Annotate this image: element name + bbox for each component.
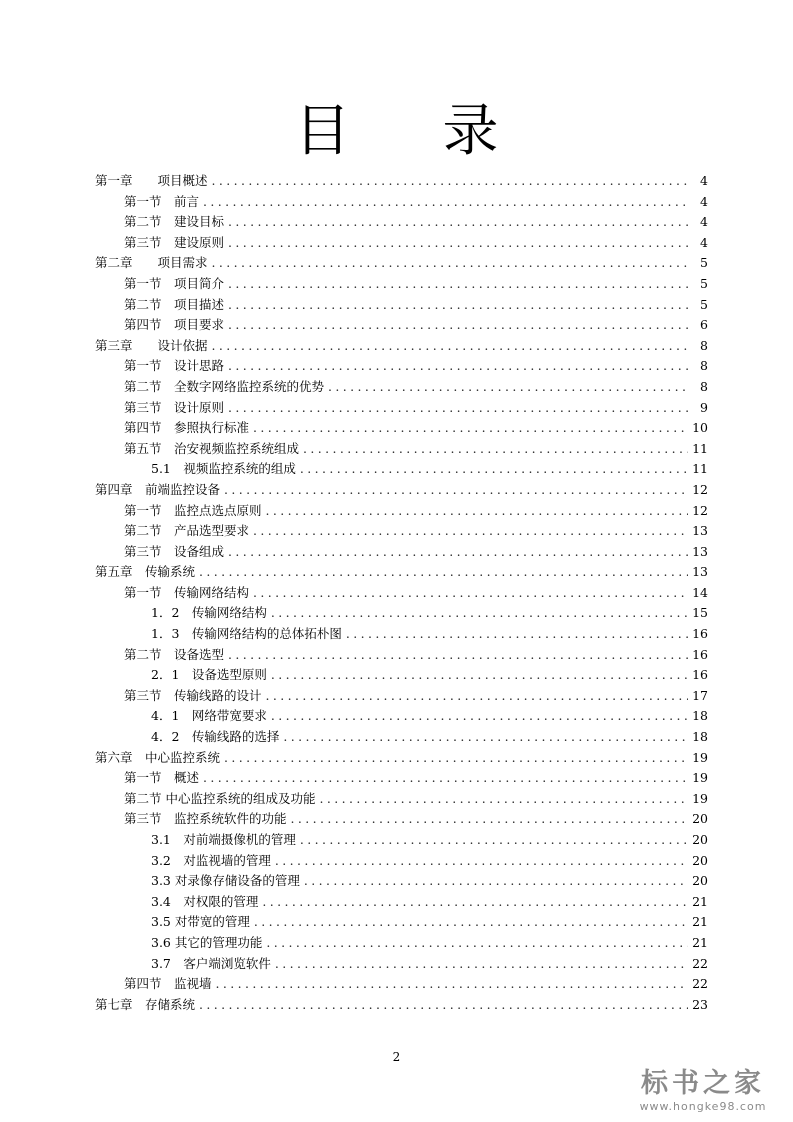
toc-entry-label: 第三节 建设原则 <box>124 234 225 250</box>
toc-entry-page: 16 <box>692 626 708 642</box>
toc-entry[interactable] <box>95 583 708 604</box>
toc-leader-dots <box>203 192 690 213</box>
toc-entry[interactable] <box>95 974 708 995</box>
toc-leader-dots <box>303 439 688 460</box>
toc-entry-page: 4 <box>700 214 708 230</box>
toc-entry-page: 5 <box>700 275 708 291</box>
toc-leader-dots <box>224 748 688 769</box>
toc-entry-label: 第四节 监视墙 <box>124 976 212 992</box>
toc-entry-label: 第三节 传输线路的设计 <box>124 687 262 703</box>
toc-entry-label: 第一节 设计思路 <box>124 358 225 374</box>
page-number: 2 <box>392 1050 401 1064</box>
toc-entry-page: 13 <box>692 543 708 559</box>
toc-leader-dots <box>212 253 690 274</box>
watermark-logo <box>623 1068 783 1118</box>
toc-leader-dots <box>253 418 688 439</box>
toc-entry-label: 第一节 概述 <box>124 770 200 786</box>
toc-entry-label: 第六章 中心监控系统 <box>95 749 221 765</box>
toc-entry[interactable] <box>95 768 708 789</box>
toc-entry-page: 16 <box>692 667 708 683</box>
toc-leader-dots <box>262 892 688 913</box>
toc-entry-label: 第二节 建设目标 <box>124 214 225 230</box>
toc-entry[interactable] <box>95 315 708 336</box>
toc-entry-page: 20 <box>692 811 708 827</box>
toc-entry-page: 4 <box>700 193 708 209</box>
toc-entry-label: 第三节 设计原则 <box>124 399 225 415</box>
toc-entry-label: 3.4 对权限的管理 <box>151 893 259 909</box>
watermark-text: 标书之家 <box>641 1068 765 1099</box>
toc-leader-dots <box>328 377 690 398</box>
toc-entry-label: 第一节 前言 <box>124 193 200 209</box>
toc-entry-page: 15 <box>692 605 708 621</box>
toc-entry[interactable] <box>95 892 708 913</box>
toc-entry-page: 19 <box>692 770 708 786</box>
toc-entry-label: 第三节 设备组成 <box>124 543 225 559</box>
toc-leader-dots <box>228 315 690 336</box>
toc-entry-page: 21 <box>692 893 708 909</box>
toc-entry-page: 8 <box>700 378 708 394</box>
toc-entry-page: 21 <box>692 934 708 950</box>
toc-leader-dots <box>228 274 690 295</box>
toc-entry[interactable] <box>95 789 708 810</box>
toc-leader-dots <box>275 851 688 872</box>
toc-leader-dots <box>266 501 689 522</box>
toc-entry-page: 19 <box>692 749 708 765</box>
toc-entry[interactable] <box>95 459 708 480</box>
toc-entry[interactable] <box>95 809 708 830</box>
toc-leader-dots <box>346 624 688 645</box>
toc-entry[interactable] <box>95 192 708 213</box>
toc-entry-label: 3.7 客户端浏览软件 <box>151 955 271 971</box>
toc-entry-page: 20 <box>692 832 708 847</box>
toc-entry[interactable] <box>95 439 708 460</box>
toc-entry-label: 第二节 产品选型要求 <box>124 523 250 539</box>
toc-entry-page: 22 <box>692 955 708 971</box>
toc-entry-label: 4．2 传输线路的选择 <box>151 729 280 745</box>
toc-entry-page: 11 <box>692 461 708 477</box>
toc-entry-label: 第二节 中心监控系统的组成及功能 <box>124 790 316 806</box>
toc-entry-label: 4．1 网络带宽要求 <box>151 708 267 724</box>
toc-entry-label: 第一节 监控点选点原则 <box>124 502 262 518</box>
toc-entry[interactable] <box>95 274 708 295</box>
toc-entry-label: 第四章 前端监控设备 <box>95 481 221 497</box>
toc-leader-dots <box>199 995 688 1016</box>
toc-entry[interactable] <box>95 665 708 686</box>
toc-entry[interactable] <box>95 830 708 851</box>
toc-entry-page: 4 <box>700 173 708 188</box>
toc-entry-page: 18 <box>692 708 708 724</box>
toc-entry-label: 第二节 设备选型 <box>124 646 225 662</box>
toc-entry-page: 5 <box>700 296 708 312</box>
toc-entry-label: 3.1 对前端摄像机的管理 <box>151 832 296 847</box>
toc-leader-dots <box>228 542 688 563</box>
toc-entry-label: 第五章 传输系统 <box>95 564 196 580</box>
toc-entry-page: 11 <box>692 440 708 456</box>
toc-entry[interactable] <box>95 418 708 439</box>
toc-leader-dots <box>224 480 688 501</box>
toc-entry-page: 16 <box>692 646 708 662</box>
toc-entry-label: 3.3 对录像存储设备的管理 <box>151 873 300 889</box>
toc-leader-dots <box>319 789 688 810</box>
toc-leader-dots <box>271 706 688 727</box>
title-char-1: 目 <box>294 99 351 164</box>
toc-leader-dots <box>291 809 689 830</box>
page-title <box>0 96 793 168</box>
toc-entry[interactable] <box>95 912 708 933</box>
toc-entry[interactable] <box>95 603 708 624</box>
toc-entry[interactable] <box>95 851 708 872</box>
toc-entry-label: 第四节 参照执行标准 <box>124 420 250 436</box>
toc-entry-label: 第四节 项目要求 <box>124 317 225 333</box>
toc-entry-page: 9 <box>700 399 708 415</box>
toc-entry[interactable] <box>95 995 708 1016</box>
toc-leader-dots <box>228 212 690 233</box>
toc-entry[interactable] <box>95 295 708 316</box>
toc-entry-label: 第一章 项目概述 <box>95 173 208 188</box>
toc-leader-dots <box>216 974 689 995</box>
toc-entry-page: 4 <box>700 234 708 250</box>
toc-entry-label: 1．2 传输网络结构 <box>151 605 267 621</box>
toc-leader-dots <box>304 871 688 892</box>
toc-leader-dots <box>228 398 690 419</box>
toc-entry[interactable] <box>95 624 708 645</box>
toc-entry-label: 第三章 设计依据 <box>95 337 208 353</box>
toc-leader-dots <box>266 686 689 707</box>
toc-entry-page: 6 <box>700 317 708 333</box>
toc-entry-page: 21 <box>692 914 708 930</box>
toc-leader-dots <box>228 233 690 254</box>
title-char-2: 录 <box>442 99 499 164</box>
table-of-contents <box>95 171 708 1015</box>
toc-entry-page: 12 <box>692 481 708 497</box>
toc-entry-label: 第二节 项目描述 <box>124 296 225 312</box>
toc-entry-label: 第五节 治安视频监控系统组成 <box>124 440 300 456</box>
toc-entry-page: 14 <box>692 584 708 600</box>
toc-entry[interactable] <box>95 645 708 666</box>
toc-entry-page: 22 <box>692 976 708 992</box>
toc-entry-label: 5.1 视频监控系统的组成 <box>151 461 296 477</box>
toc-entry[interactable] <box>95 253 708 274</box>
toc-entry-label: 第一节 传输网络结构 <box>124 584 250 600</box>
toc-entry[interactable] <box>95 933 708 954</box>
toc-entry-page: 8 <box>700 358 708 374</box>
toc-entry-label: 第二节 全数字网络监控系统的优势 <box>124 378 325 394</box>
toc-entry-page: 20 <box>692 852 708 868</box>
toc-leader-dots <box>283 727 688 748</box>
toc-entry[interactable] <box>95 356 708 377</box>
toc-entry-page: 13 <box>692 564 708 580</box>
toc-entry-page: 18 <box>692 729 708 745</box>
toc-entry[interactable] <box>95 336 708 357</box>
toc-entry-page: 19 <box>692 790 708 806</box>
toc-entry-label: 3.2 对监视墙的管理 <box>151 852 271 868</box>
toc-entry-page: 8 <box>700 337 708 353</box>
toc-entry-label: 第三节 监控系统软件的功能 <box>124 811 287 827</box>
toc-entry-page: 23 <box>692 996 708 1012</box>
toc-entry[interactable] <box>95 480 708 501</box>
toc-entry[interactable] <box>95 171 708 192</box>
toc-entry-label: 2．1 设备选型原则 <box>151 667 267 683</box>
toc-entry[interactable] <box>95 727 708 748</box>
toc-leader-dots <box>228 356 690 377</box>
toc-entry[interactable] <box>95 542 708 563</box>
toc-leader-dots <box>228 295 690 316</box>
toc-entry[interactable] <box>95 954 708 975</box>
toc-leader-dots <box>212 171 690 192</box>
toc-entry[interactable] <box>95 521 708 542</box>
toc-entry[interactable] <box>95 871 708 892</box>
toc-leader-dots <box>275 954 688 975</box>
toc-entry-page: 12 <box>692 502 708 518</box>
toc-entry-page: 20 <box>692 873 708 889</box>
toc-entry[interactable] <box>95 398 708 419</box>
toc-entry-label: 1．3 传输网络结构的总体拓朴图 <box>151 626 342 642</box>
toc-entry[interactable] <box>95 233 708 254</box>
toc-entry[interactable] <box>95 706 708 727</box>
toc-entry-page: 5 <box>700 255 708 271</box>
toc-entry[interactable] <box>95 501 708 522</box>
toc-leader-dots <box>300 830 688 851</box>
toc-entry-label: 第七章 存储系统 <box>95 996 196 1012</box>
toc-leader-dots <box>271 665 688 686</box>
toc-entry[interactable] <box>95 748 708 769</box>
toc-entry-page: 13 <box>692 523 708 539</box>
toc-entry-label: 第一节 项目简介 <box>124 275 225 291</box>
toc-leader-dots <box>199 562 688 583</box>
toc-entry[interactable] <box>95 377 708 398</box>
toc-leader-dots <box>271 603 688 624</box>
toc-leader-dots <box>212 336 690 357</box>
toc-entry-page: 17 <box>692 687 708 703</box>
toc-entry[interactable] <box>95 562 708 583</box>
toc-leader-dots <box>253 521 688 542</box>
toc-entry[interactable] <box>95 686 708 707</box>
toc-leader-dots <box>300 459 688 480</box>
toc-leader-dots <box>203 768 688 789</box>
toc-leader-dots <box>228 645 688 666</box>
toc-entry[interactable] <box>95 212 708 233</box>
toc-entry-page: 10 <box>692 420 708 436</box>
toc-entry-label: 3.6 其它的管理功能 <box>151 934 263 950</box>
toc-leader-dots <box>253 583 688 604</box>
toc-leader-dots <box>266 933 688 954</box>
toc-leader-dots <box>254 912 688 933</box>
toc-entry-label: 3.5 对带宽的管理 <box>151 914 250 930</box>
watermark-url: www.hongke98.com <box>639 1100 767 1113</box>
toc-entry-label: 第二章 项目需求 <box>95 255 208 271</box>
